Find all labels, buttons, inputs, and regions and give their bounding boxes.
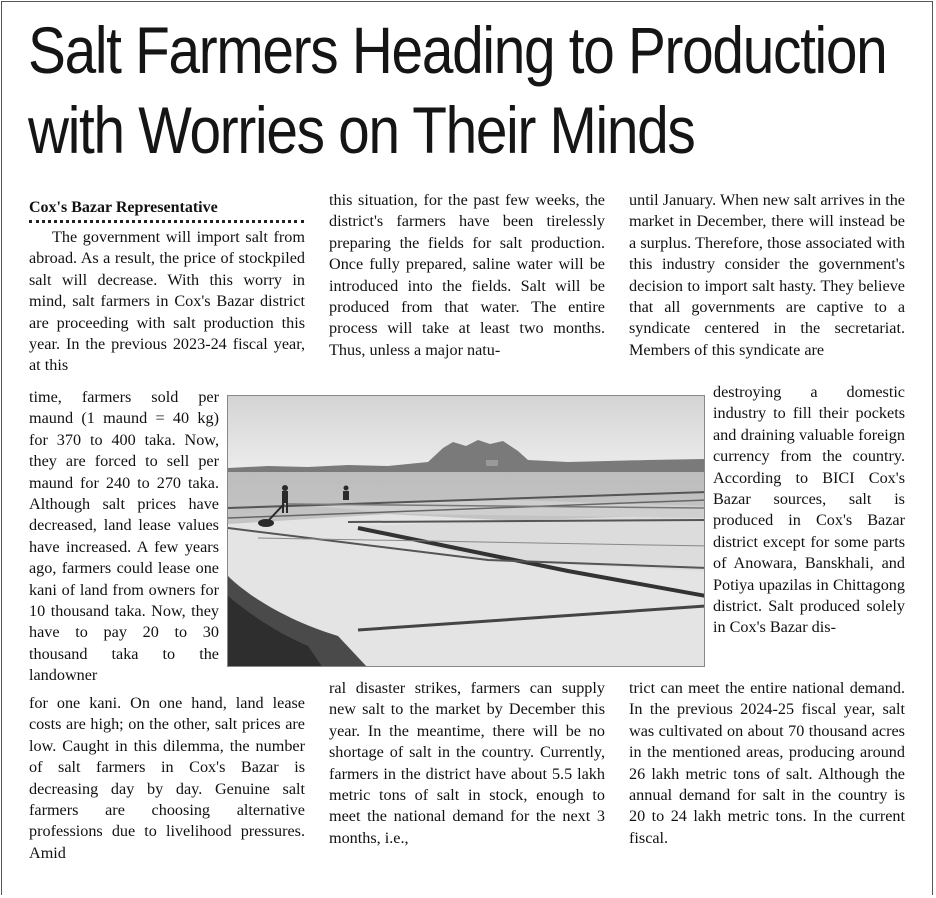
paragraph-text: for one kani. On one hand, land lease costs are high; on the other, salt prices are low. Caught in this dilemma, the number of salt farmers in Cox's Bazar is decreasing day by day. Genuine salt farmers are choosing alternative professions due to livelihood pressures. Amid — [29, 694, 305, 862]
byline-divider — [29, 220, 304, 223]
paragraph-text: until January. When new salt arrives in the market in December, there will instead be a surplus. Therefore, those associated with this industry consider the government's decision to import salt hasty. They believe that all governments are captive to a syndicate centered in the secretariat. Members of this syndicate are — [629, 191, 905, 359]
column-1-wrap — [29, 387, 219, 687]
column-2-top — [329, 190, 605, 361]
column-2-bottom — [329, 678, 605, 849]
headline — [28, 10, 887, 170]
column-1-top — [29, 227, 305, 377]
paragraph-text: ral disaster strikes, farmers can supply new salt to the market by December this year. In the meantime, there will be no shortage of salt in the country. Currently, farmers in the district have about 5.5 lakh metric tons of salt in stock, enough to meet the national demand for the next 3 months, i.e., — [329, 679, 605, 847]
column-1-bottom — [29, 693, 305, 864]
headline-line-2: with Worries on Their Minds — [28, 93, 695, 167]
paragraph-text: time, farmers sold per maund (1 maund = 40 kg) for 370 to 400 taka. Now, they are forced to sell per maund for 240 to 270 taka. Although salt prices have decreased, land lease values have increased. A few years ago, farmers could lease one kani of land from owners for 10 thousand taka. Now, they have to pay 20 to 30 thousand taka to the landowner — [29, 388, 219, 685]
paragraph-text: trict can meet the entire national demand. In the previous 2024-25 fiscal year, salt was cultivated on about 70 thousand acres in the mentioned areas, producing around 26 lakh metric tons of salt. Although the annual demand for salt in the country is 20 to 24 lakh metric tons. In the current fiscal. — [629, 679, 905, 847]
paragraph-text: The government will import salt from abroad. As a result, the price of stockpiled salt will decrease. With this worry in mind, salt farmers in Cox's Bazar district are proceeding with salt production this year. In the previous 2023-24 fiscal year, at this — [29, 228, 305, 375]
byline: Cox's Bazar Representative — [29, 199, 218, 216]
column-3-wrap — [713, 382, 905, 639]
paragraph-text: destroying a domestic industry to fill their pockets and draining valuable foreign currency from the country. According to BICI Cox's Bazar sources, salt is produced in Cox's Bazar district except for some parts of Anowara, Banskhali, and Potiya upazilas in Chittagong district. Salt produced solely in Cox's Bazar dis- — [713, 383, 905, 637]
salt-field-photo — [227, 395, 705, 667]
paragraph-text: this situation, for the past few weeks, the district's farmers have been tirelessly preparing the fields for salt production. Once fully prepared, saline water will be introduced into the fields. Salt will be produced from that water. The entire process will take at least two months. Thus, unless a major natu- — [329, 191, 605, 359]
column-3-top — [629, 190, 905, 361]
column-3-bottom — [629, 678, 905, 849]
headline-line-1: Salt Farmers Heading to Production — [28, 13, 887, 87]
